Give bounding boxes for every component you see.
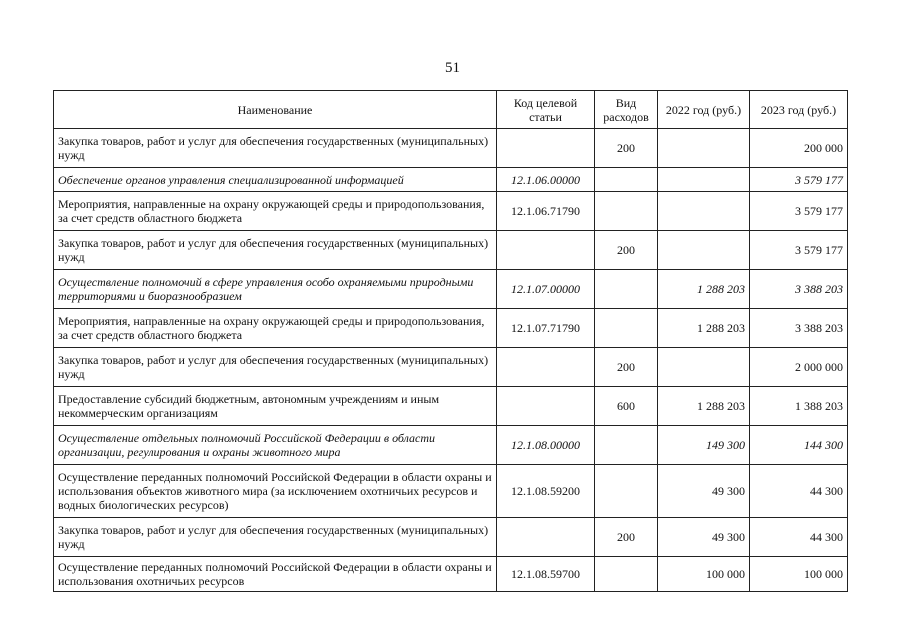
cell-kind <box>595 426 658 465</box>
cell-code <box>497 348 595 387</box>
cell-code: 12.1.08.59200 <box>497 465 595 518</box>
table-row <box>54 192 848 231</box>
cell-kind: 200 <box>595 231 658 270</box>
cell-code: 12.1.08.00000 <box>497 426 595 465</box>
cell-name: Осуществление переданных полномочий Российской Федерации в области охраны и использования охотничьих ресурсов <box>54 557 497 592</box>
cell-2022: 149 300 <box>658 426 750 465</box>
header-name: Наименование <box>54 91 497 129</box>
cell-2023: 3 579 177 <box>750 168 848 192</box>
cell-name: Мероприятия, направленные на охрану окружающей среды и природопользования, за счет средств областного бюджета <box>54 192 497 231</box>
table-row <box>54 168 848 192</box>
cell-2022: 49 300 <box>658 465 750 518</box>
cell-2022 <box>658 348 750 387</box>
table-row <box>54 387 848 426</box>
cell-code: 12.1.08.59700 <box>497 557 595 592</box>
cell-code: 12.1.07.00000 <box>497 270 595 309</box>
cell-name: Мероприятия, направленные на охрану окружающей среды и природопользования, за счет средств областного бюджета <box>54 309 497 348</box>
cell-name: Осуществление переданных полномочий Российской Федерации в области охраны и использования объектов животного мира (за исключением охотничьих ресурсов и водных биологических ресурсов) <box>54 465 497 518</box>
cell-2022 <box>658 192 750 231</box>
table-row <box>54 231 848 270</box>
table-row <box>54 270 848 309</box>
cell-2022: 49 300 <box>658 518 750 557</box>
cell-name: Осуществление полномочий в сфере управления особо охраняемыми природными территориями и биоразнообразием <box>54 270 497 309</box>
cell-kind <box>595 192 658 231</box>
cell-2023: 3 579 177 <box>750 192 848 231</box>
cell-2022: 1 288 203 <box>658 387 750 426</box>
cell-2022: 100 000 <box>658 557 750 592</box>
cell-code <box>497 518 595 557</box>
header-code: Код целевой статьи <box>497 91 595 129</box>
budget-table <box>53 90 848 592</box>
cell-name: Обеспечение органов управления специализированной информацией <box>54 168 497 192</box>
cell-name: Закупка товаров, работ и услуг для обеспечения государственных (муниципальных) нужд <box>54 518 497 557</box>
cell-name: Закупка товаров, работ и услуг для обеспечения государственных (муниципальных) нужд <box>54 348 497 387</box>
cell-kind <box>595 168 658 192</box>
cell-name: Закупка товаров, работ и услуг для обеспечения государственных (муниципальных) нужд <box>54 231 497 270</box>
cell-2023: 2 000 000 <box>750 348 848 387</box>
cell-2023: 100 000 <box>750 557 848 592</box>
cell-code <box>497 129 595 168</box>
cell-kind: 200 <box>595 518 658 557</box>
cell-2023: 200 000 <box>750 129 848 168</box>
cell-2022 <box>658 129 750 168</box>
cell-kind <box>595 465 658 518</box>
cell-2023: 3 388 203 <box>750 270 848 309</box>
table-header-row <box>54 91 848 129</box>
cell-2023: 1 388 203 <box>750 387 848 426</box>
header-kind: Вид расходов <box>595 91 658 129</box>
table-row <box>54 426 848 465</box>
cell-code: 12.1.06.71790 <box>497 192 595 231</box>
cell-2023: 3 388 203 <box>750 309 848 348</box>
header-2023: 2023 год (руб.) <box>750 91 848 129</box>
cell-kind <box>595 309 658 348</box>
cell-code <box>497 387 595 426</box>
cell-name: Предоставление субсидий бюджетным, автономным учреждениям и иным некоммерческим организациям <box>54 387 497 426</box>
table-row <box>54 129 848 168</box>
table-row <box>54 465 848 518</box>
page-number: 51 <box>445 60 460 76</box>
cell-2022: 1 288 203 <box>658 309 750 348</box>
table-row <box>54 309 848 348</box>
cell-kind <box>595 270 658 309</box>
cell-name: Закупка товаров, работ и услуг для обеспечения государственных (муниципальных) нужд <box>54 129 497 168</box>
cell-2022 <box>658 231 750 270</box>
table-row <box>54 557 848 592</box>
cell-2023: 3 579 177 <box>750 231 848 270</box>
cell-kind <box>595 557 658 592</box>
table-row <box>54 518 848 557</box>
cell-kind: 200 <box>595 348 658 387</box>
table-row <box>54 348 848 387</box>
header-2022: 2022 год (руб.) <box>658 91 750 129</box>
cell-kind: 200 <box>595 129 658 168</box>
cell-kind: 600 <box>595 387 658 426</box>
cell-2023: 44 300 <box>750 518 848 557</box>
cell-name: Осуществление отдельных полномочий Российской Федерации в области организации, регулирования и охраны животного мира <box>54 426 497 465</box>
cell-code <box>497 231 595 270</box>
cell-2022 <box>658 168 750 192</box>
cell-code: 12.1.07.71790 <box>497 309 595 348</box>
cell-2022: 1 288 203 <box>658 270 750 309</box>
cell-2023: 144 300 <box>750 426 848 465</box>
cell-code: 12.1.06.00000 <box>497 168 595 192</box>
cell-2023: 44 300 <box>750 465 848 518</box>
